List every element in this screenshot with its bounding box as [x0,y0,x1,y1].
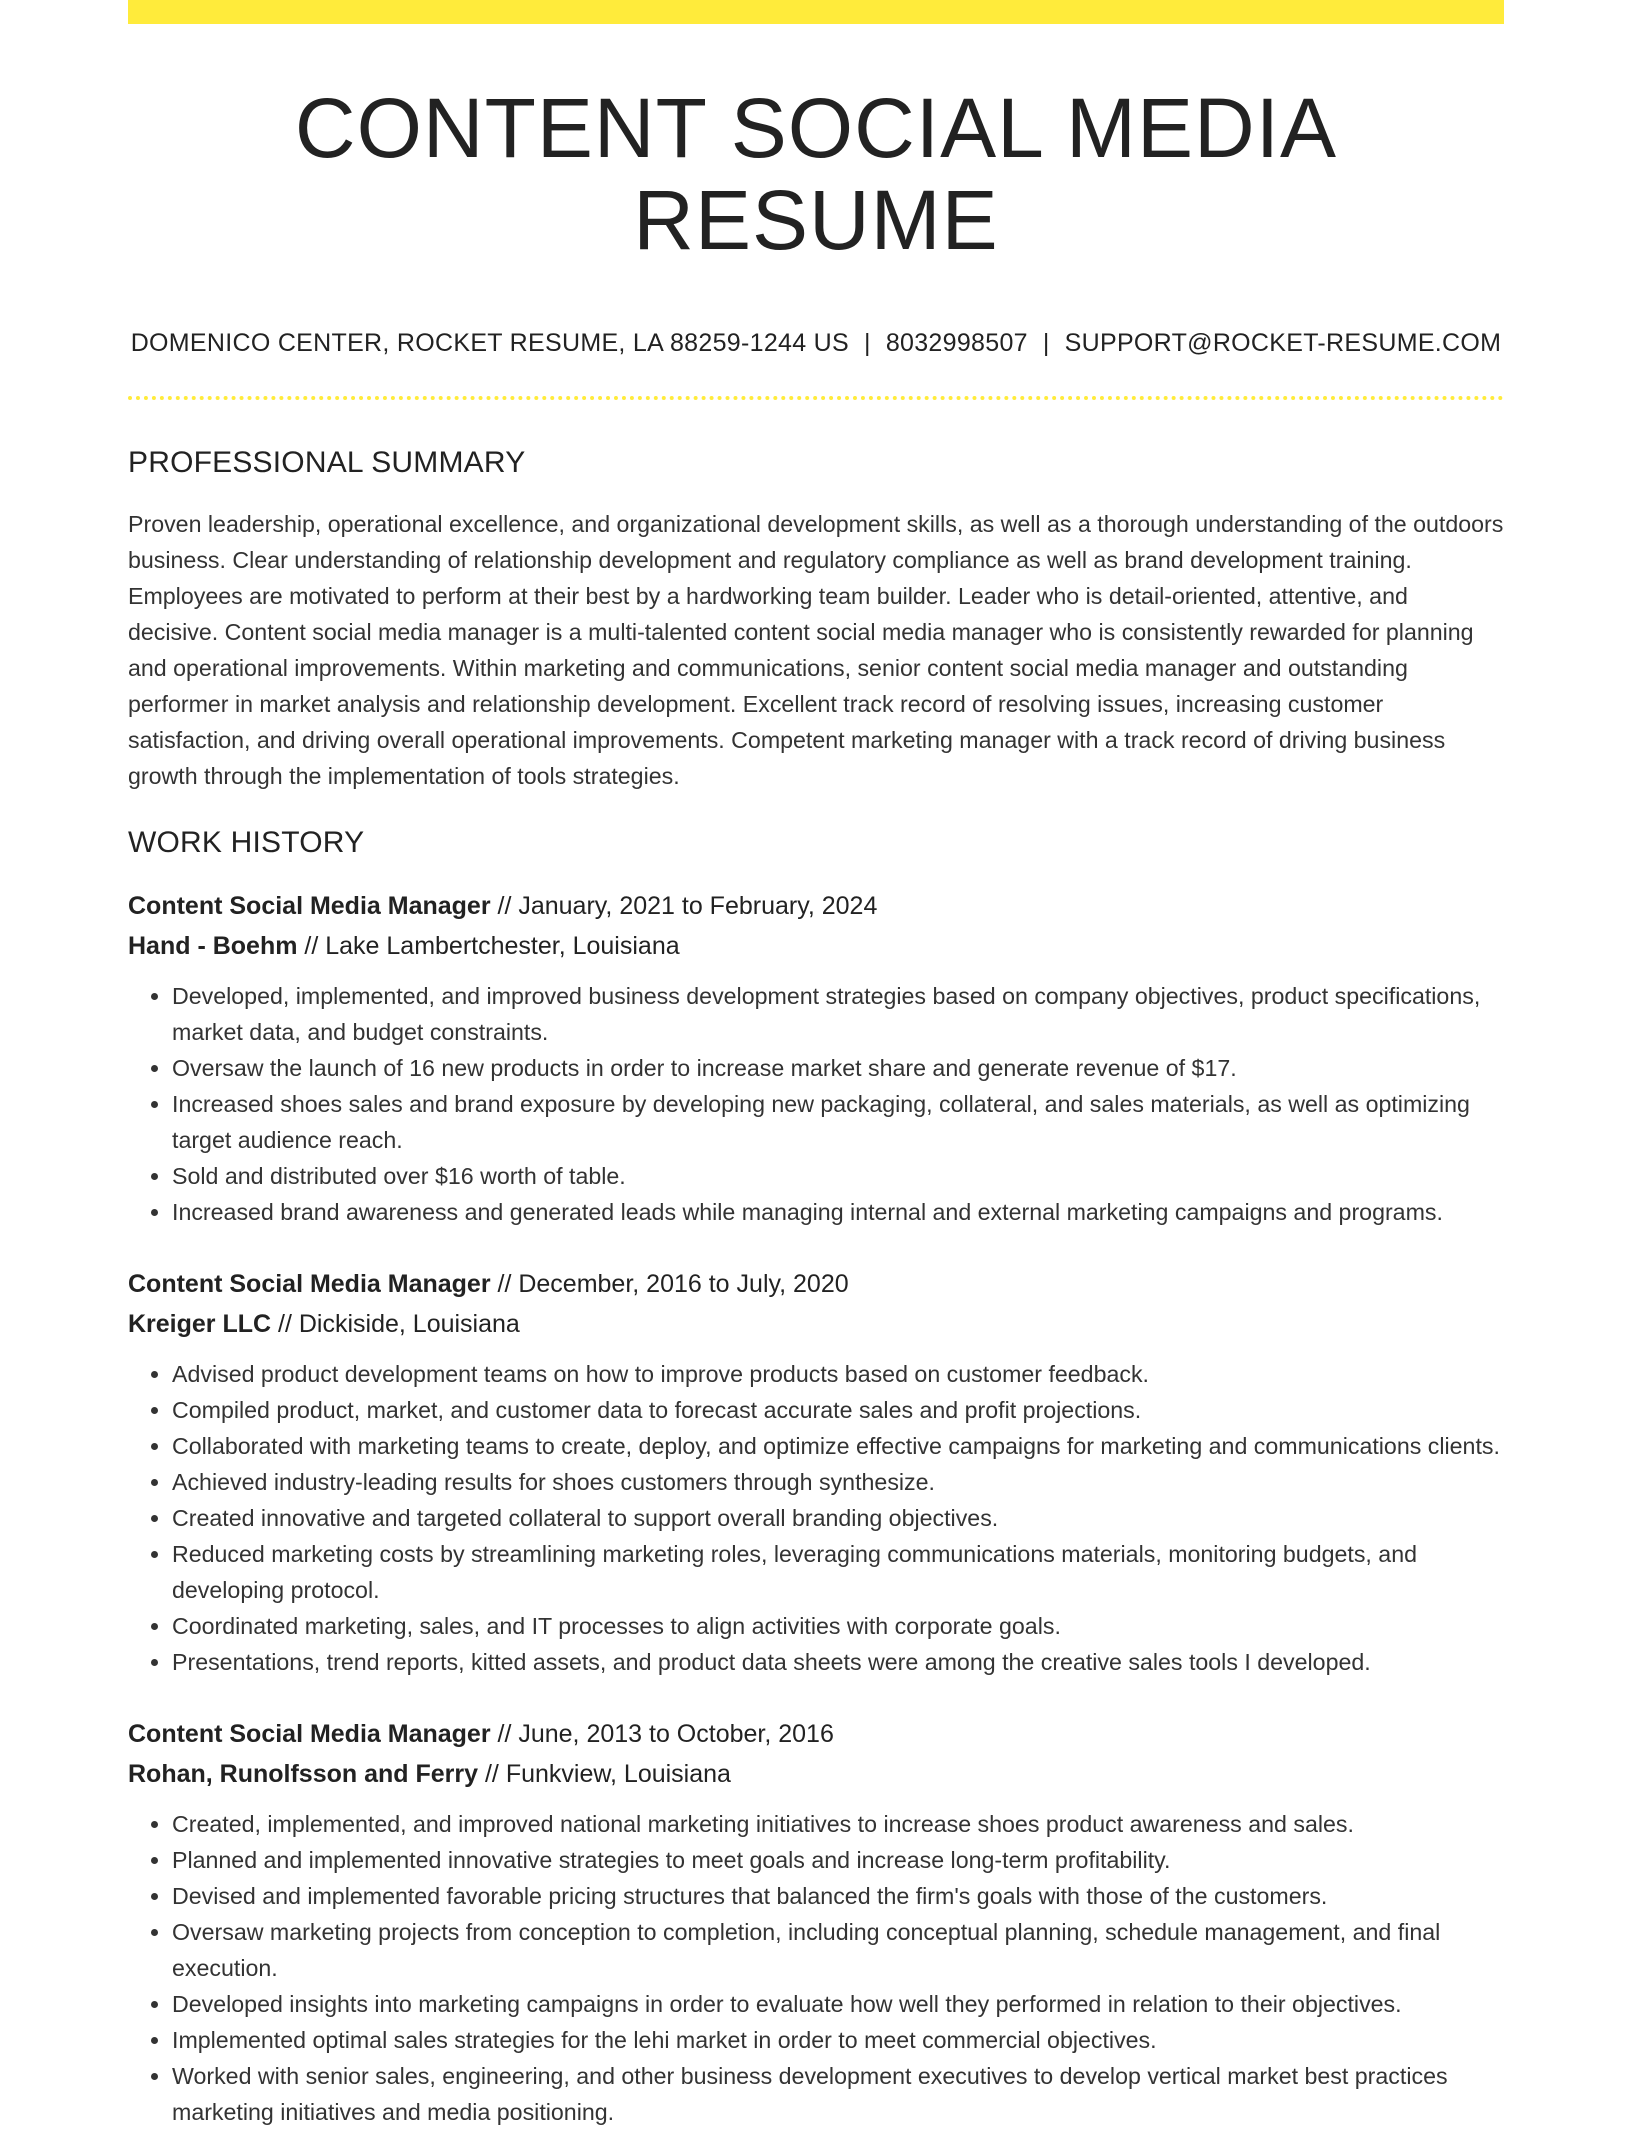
job-bullet: • Oversaw the launch of 16 new products in order to increase market share and generate revenue of $17. [172,1050,1504,1086]
job-dates: // December, 2016 to July, 2020 [490,1269,849,1298]
job-title: Content Social Media Manager [128,1719,491,1748]
job-entry [128,886,1504,1230]
job-bullet: • Increased brand awareness and generated leads while managing internal and external marketing campaigns and programs. [172,1194,1504,1230]
contact-line [128,329,1504,358]
job-bullet: • Implemented optimal sales strategies for the lehi market in order to meet commercial objectives. [172,2022,1504,2058]
contact-separator: | [864,328,871,357]
job-bullet: • Created innovative and targeted collateral to support overall branding objectives. [172,1500,1504,1536]
job-location: // Lake Lambertchester, Louisiana [297,931,680,960]
job-bullets [128,1806,1504,2130]
job-bullet: • Sold and distributed over $16 worth of table. [172,1158,1504,1194]
job-bullet: • Coordinated marketing, sales, and IT processes to align activities with corporate goals. [172,1608,1504,1644]
job-bullet: • Presentations, trend reports, kitted assets, and product data sheets were among the creative sales tools I developed. [172,1644,1504,1680]
job-company-line [128,1754,1504,1794]
contact-email: SUPPORT@ROCKET-RESUME.COM [1064,328,1502,357]
contact-address: DOMENICO CENTER, ROCKET RESUME, LA 88259-1244 US [130,328,850,357]
job-bullet: • Created, implemented, and improved national marketing initiatives to increase shoes product awareness and sales. [172,1806,1504,1842]
job-bullets [128,1356,1504,1680]
job-title: Content Social Media Manager [128,1269,491,1298]
dotted-divider [128,396,1504,400]
job-bullet: • Devised and implemented favorable pricing structures that balanced the firm's goals with those of the customers. [172,1878,1504,1914]
job-bullets [128,978,1504,1230]
job-title-line [128,1714,1504,1754]
job-company-line [128,926,1504,966]
job-company: Hand - Boehm [128,931,298,960]
job-bullet: • Oversaw marketing projects from conception to completion, including conceptual planning, schedule management, and final execution. [172,1914,1504,1986]
summary-text: Proven leadership, operational excellence, and organizational development skills, as well as a thorough understanding of the outdoors business. Clear understanding of relationship development and regulatory compliance as well as brand development training. Employees are motivated to perform at their best by a hardworking team builder. Leader who is detail-oriented, attentive, and decisive. Content social media manager is a multi-talented content social media manager who is consistently rewarded for planning and operational improvements. Within marketing and communications, senior content social media manager and outstanding performer in market analysis and relationship development. Excellent track record of resolving issues, increasing customer satisfaction, and driving overall operational improvements. Competent marketing manager with a track record of driving business growth through the implementation of tools strategies. [128,510,1504,789]
job-company: Kreiger LLC [128,1309,272,1338]
resume-title: CONTENT SOCIAL MEDIA RESUME [294,81,1338,268]
job-bullet: • Achieved industry-leading results for shoes customers through synthesize. [172,1464,1504,1500]
job-location: // Funkview, Louisiana [478,1759,731,1788]
accent-bar [128,0,1504,24]
contact-phone: 8032998507 [885,328,1028,357]
contact-separator: | [1042,328,1050,357]
job-bullet: • Developed, implemented, and improved business development strategies based on company objectives, product specifications, market data, and budget constraints. [172,978,1504,1050]
summary-heading: PROFESSIONAL SUMMARY [128,445,526,479]
job-location: // Dickiside, Louisiana [271,1309,520,1338]
work-history-heading: WORK HISTORY [128,825,365,859]
job-dates: // January, 2021 to February, 2024 [490,891,878,920]
job-company: Rohan, Runolfsson and Ferry [128,1759,479,1788]
job-bullet: • Compiled product, market, and customer data to forecast accurate sales and profit projections. [172,1392,1504,1428]
job-entry [128,1264,1504,1680]
job-bullet: • Developed insights into marketing campaigns in order to evaluate how well they performed in relation to their objectives. [172,1986,1504,2022]
job-title-line [128,886,1504,926]
job-company-line [128,1304,1504,1344]
job-bullet: • Collaborated with marketing teams to create, deploy, and optimize effective campaigns for marketing and communications clients. [172,1428,1504,1464]
resume-page [128,0,1504,2130]
job-bullet: • Planned and implemented innovative strategies to meet goals and increase long-term profitability. [172,1842,1504,1878]
job-bullet: • Increased shoes sales and brand exposure by developing new packaging, collateral, and sales materials, as well as optimizing target audience reach. [172,1086,1504,1158]
job-title: Content Social Media Manager [128,891,491,920]
job-dates: // June, 2013 to October, 2016 [490,1719,834,1748]
job-bullet: • Reduced marketing costs by streamlining marketing roles, leveraging communications materials, monitoring budgets, and developing protocol. [172,1536,1504,1608]
job-title-line [128,1264,1504,1304]
job-entry [128,1714,1504,2130]
job-bullet: • Advised product development teams on how to improve products based on customer feedback. [172,1356,1504,1392]
job-bullet: • Worked with senior sales, engineering, and other business development executives to develop vertical market best practices marketing initiatives and media positioning. [172,2058,1504,2130]
